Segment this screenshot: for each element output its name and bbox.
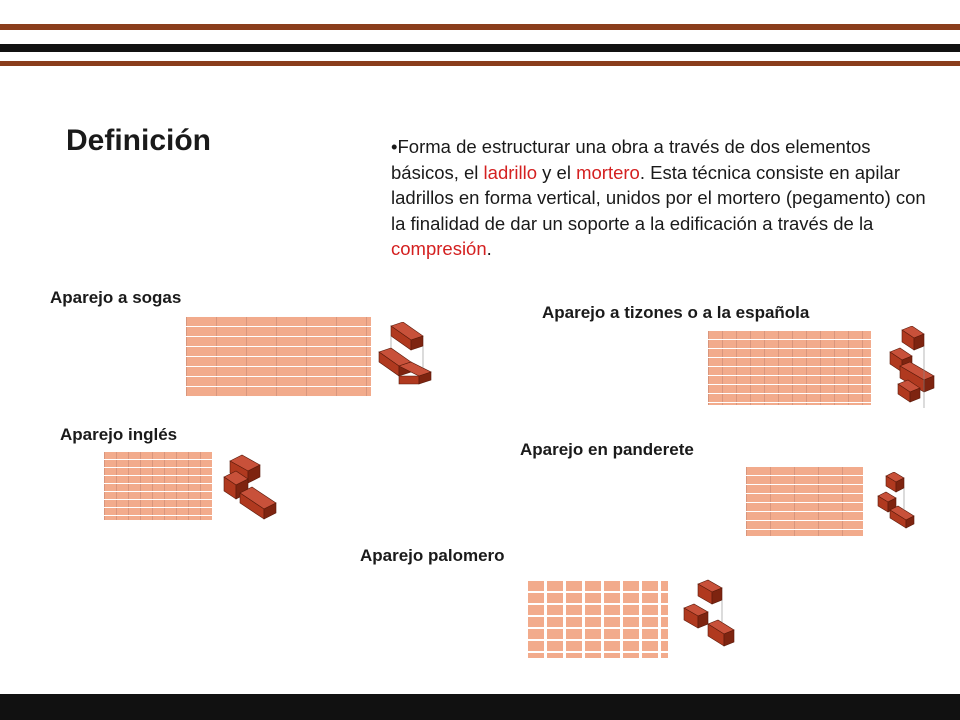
definition-text: •Forma de estructurar una obra a través de dos elementos básicos, el ladrillo y el mortero. Esta técnica consiste en apilar ladrillos en forma vertical, unidos por el mortero (pegamento) con la finalidad de dar un soporte a la edificación a través de la compresión.: [391, 136, 926, 259]
wall-aparejo-tizones: [708, 331, 871, 405]
wall-aparejo-ingles: [104, 452, 212, 520]
slide-title: Definición: [66, 124, 212, 157]
iso-bricks-panderete: [876, 472, 918, 532]
wall-aparejo-panderete: [746, 467, 863, 536]
iso-bricks-ingles: [218, 453, 282, 521]
top-stripe-brown-2: [0, 61, 960, 66]
label-aparejo-ingles: Aparejo inglés: [60, 425, 178, 444]
iso-bricks-sogas: [377, 322, 437, 388]
wall-aparejo-palomero: [528, 581, 668, 658]
label-aparejo-palomero: Aparejo palomero: [360, 546, 505, 565]
bullet: •: [391, 136, 398, 157]
label-aparejo-panderete: Aparejo en panderete: [520, 440, 694, 459]
wall-aparejo-sogas: [186, 317, 371, 396]
term-compresion: compresión: [391, 238, 487, 259]
top-stripe-brown-1: [0, 24, 960, 30]
iso-bricks-tizones: [884, 326, 940, 410]
iso-bricks-palomero: [680, 578, 740, 652]
term-mortero: mortero: [576, 161, 640, 183]
top-stripe-black: [0, 44, 960, 52]
term-ladrillo: ladrillo: [483, 161, 538, 183]
label-aparejo-tizones: Aparejo a tizones o a la española: [542, 303, 810, 322]
bottom-stripe-black: [0, 694, 960, 720]
label-aparejo-sogas: Aparejo a sogas: [50, 288, 182, 307]
